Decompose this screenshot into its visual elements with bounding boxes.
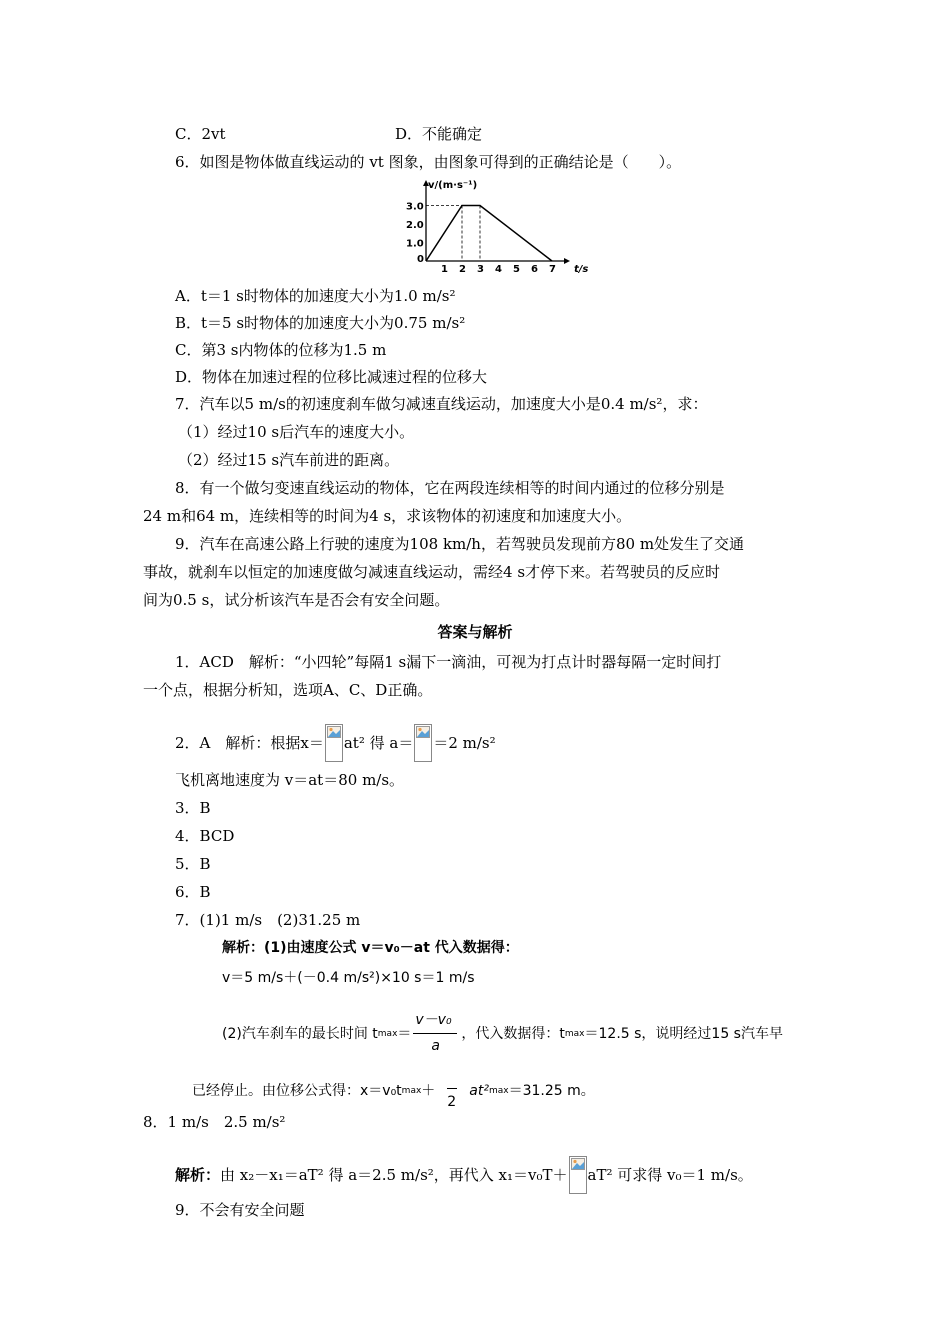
a7-e3-frac-den: a [431,1038,440,1054]
a7-e4-prefix: 已经停止。由位移公式得：x＝v₀t [192,1083,402,1099]
a7-e4-sub-2: max [488,1086,509,1096]
question-7-part-2: （2）经过15 s汽车前进的距离。 [178,451,400,469]
question-9-line-1: 9．汽车在高速公路上行驶的速度为108 km/h，若驾驶员发现前方80 m处发生了交通 [175,535,745,553]
a7-e3-fraction [413,1012,459,1056]
q6-option-c: C．第3 s内物体的位移为1.5 m [175,341,387,359]
q5-option-d: D．不能确定 [395,125,483,143]
x-tick-label: 3 [477,264,484,275]
answer-7-explanation-1 [222,938,519,958]
answer-8-explanation [175,1156,753,1194]
x-tick-label: 2 [459,264,466,275]
a7-e3-frac-num: v－v₀ [415,1012,452,1028]
broken-image-icon [325,724,343,762]
answer-3: 3．B [175,799,211,817]
question-8-line-2: 24 m和64 m，连续相等的时间为4 s，求该物体的初速度和加速度大小。 [143,507,632,525]
answer-8-explanation-label: 解析： [175,1166,221,1184]
answer-1-line-1: 1．ACD 解析：“小四轮”每隔1 s漏下一滴油，可视为打点计时器每隔一定时间打 [175,653,722,671]
answer-1-line-2: 一个点，根据分析知，选项A、C、D正确。 [143,681,433,699]
x-tick-label: 0 [417,254,424,265]
q6-option-d: D．物体在加速过程的位移比减速过程的位移大 [175,368,488,386]
a7-e4-fraction [441,1070,463,1112]
answer-8-explanation-text: 由 x₂－x₁＝aT² 得 a＝2.5 m/s²，再代入 x₁＝v₀T＋ [220,1166,568,1184]
a7-e4-end: ＝31.25 m。 [508,1083,595,1099]
q6-option-a: A．t＝1 s时物体的加速度大小为1.0 m/s² [175,287,456,305]
question-7-part-1: （1）经过10 s后汽车的速度大小。 [178,423,415,441]
answers-title: 答案与解析 [437,623,513,641]
a7-e3-post: ，代入数据得：t [461,1026,565,1042]
x-axis-arrow [564,258,570,264]
y-tick-label: 1.0 [406,238,424,250]
y-tick-label: 3.0 [406,201,424,213]
answer-6: 6．B [175,883,211,901]
question-9-line-2: 事故，就刹车以恒定的加速度做匀减速直线运动，需经4 s才停下来。若驾驶员的反应时 [143,563,721,581]
x-tick-label: 6 [531,264,538,275]
a7-e3-sub: max [377,1029,398,1039]
x-tick-label: 4 [495,264,502,275]
a7-e4-post: at² [469,1083,489,1099]
a7-e3-post-2: ＝12.5 s，说明经过15 s汽车早 [584,1026,783,1042]
q5-option-c: C．2vt [175,125,226,143]
y-axis-label: v/(m·s⁻¹) [428,180,478,191]
question-9-line-3: 间为0.5 s，试分析该汽车是否会有安全问题。 [143,591,450,609]
velocity-line [426,206,552,262]
question-7: 7．汽车以5 m/s的初速度刹车做匀减速直线运动，加速度大小是0.4 m/s²，求： [175,395,708,413]
y-tick-label: 2.0 [406,220,424,231]
answer-2-x-eq: x＝ [300,734,324,752]
answer-5: 5．B [175,855,211,873]
broken-image-icon [569,1156,587,1194]
answer-8: 8．1 m/s 2.5 m/s² [143,1113,286,1131]
answer-7-explanation-4 [192,1070,595,1112]
a7-e3-sub-2: max [564,1029,585,1039]
answer-2-line-1 [175,724,496,762]
a7-e3-prefix: (2)汽车刹车的最长时间 t [222,1026,378,1042]
question-6: 6．如图是物体做直线运动的 vt 图象，由图象可得到的正确结论是（ ）。 [175,153,682,171]
answer-9: 9．不会有安全问题 [175,1201,305,1219]
answer-2-middle: at² 得 a＝ [343,734,414,752]
answer-7-explanation-2: v＝5 m/s＋(－0.4 m/s²)×10 s＝1 m/s [222,970,475,986]
x-tick-label: 5 [513,264,520,275]
x-tick-label: 1 [441,264,448,275]
answer-7: 7．(1)1 m/s (2)31.25 m [175,911,361,929]
x-tick-label: 7 [549,264,556,275]
a7-e4-sub: max [401,1086,422,1096]
q6-option-b: B．t＝5 s时物体的加速度大小为0.75 m/s² [175,314,466,332]
x-axis-label: t/s [574,264,589,275]
broken-image-icon [414,724,432,762]
answer-2-suffix: ＝2 m/s² [433,734,496,752]
answer-2-line-2: 飞机离地速度为 v＝at＝80 m/s。 [175,771,405,789]
answer-7-explanation-3: (2)汽车刹车的最长时间 t max ＝ $\frac{\text{v－v₀}}{a}$ ，代入数据得：t max ＝12.5 s，说明经过15 s汽车早 [222,1012,783,1054]
answer-4: 4．BCD [175,827,235,845]
a7-e4-mid: ＋ [421,1083,436,1099]
vt-graph [404,178,589,278]
answer-7-explanation-1-text: 解析：(1)由速度公式 v＝v₀－at 代入数据得： [222,940,519,956]
answer-2-prefix: 2．A 解析：根据 [175,734,301,752]
question-8-line-1: 8．有一个做匀变速直线运动的物体，它在两段连续相等的时间内通过的位移分别是 [175,479,725,497]
a7-e4-frac-den: 2 [447,1094,457,1110]
answer-8-explanation-end: aT² 可求得 v₀＝1 m/s。 [587,1166,753,1184]
